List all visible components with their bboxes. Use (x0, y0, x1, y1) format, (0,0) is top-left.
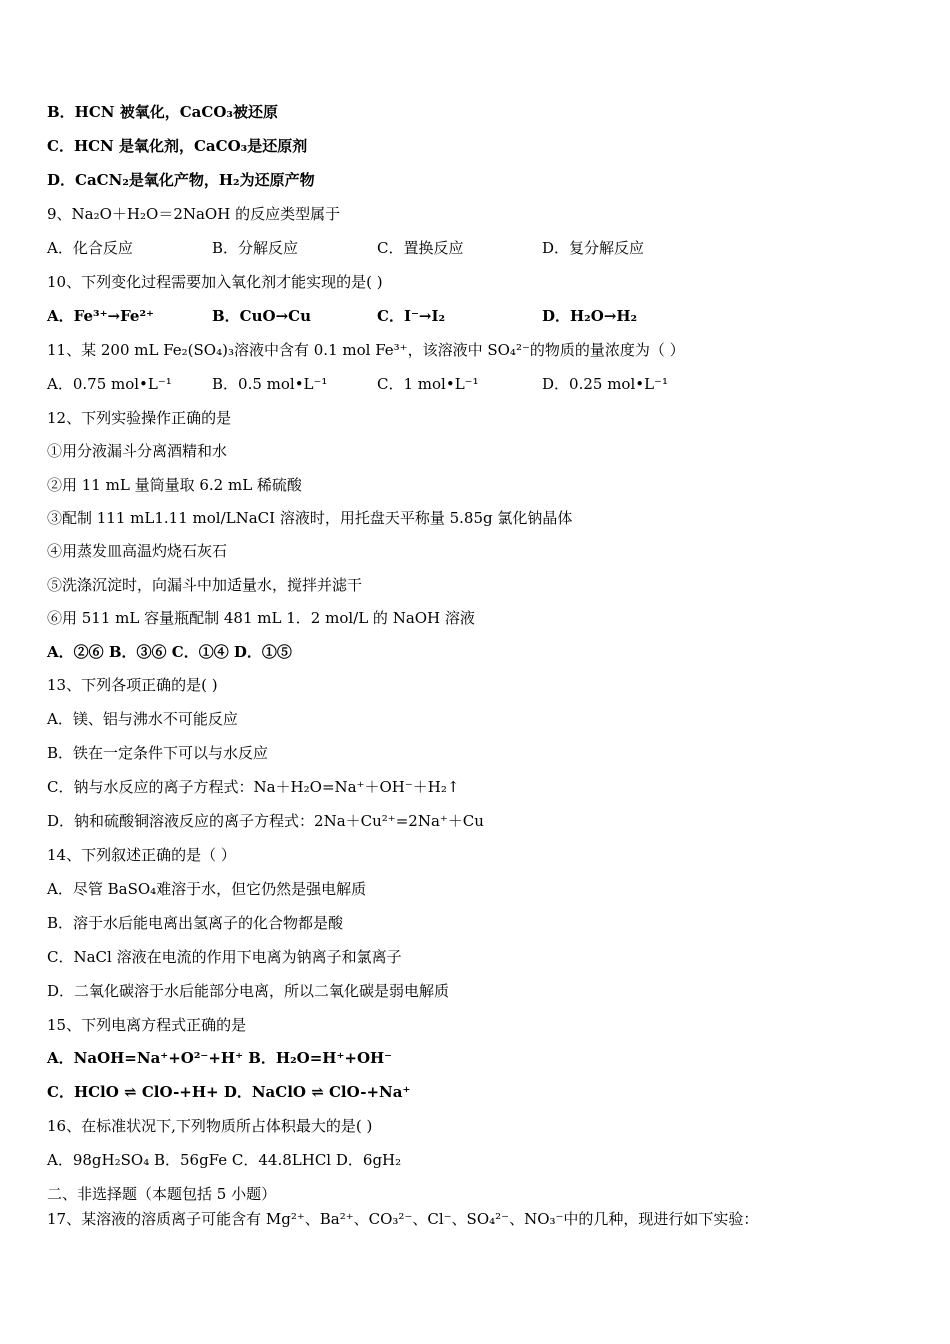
q12-options: A．②⑥ B．③⑥ C．①④ D．①⑤ (47, 643, 292, 661)
q8-option-c: C．HCN 是氧化剂，CaCO₃是还原剂 (47, 137, 308, 155)
q12-item-4: ④用蒸发皿高温灼烧石灰石 (47, 542, 228, 560)
q10-stem: 10、下列变化过程需要加入氧化剂才能实现的是( ) (47, 273, 383, 291)
q14-option-b: B．溶于水后能电离出氢离子的化合物都是酸 (47, 914, 344, 932)
q11-option-a: A．0.75 mol•L⁻¹ (47, 375, 172, 393)
q14-option-d: D．二氧化碳溶于水后能部分电离，所以二氧化碳是弱电解质 (47, 982, 450, 1000)
q16-options: A．98gH₂SO₄ B．56gFe C．44.8LHCl D．6gH₂ (47, 1151, 402, 1169)
q13-option-a: A．镁、铝与沸水不可能反应 (47, 710, 238, 728)
q12-item-5: ⑤洗涤沉淀时，向漏斗中加适量水，搅拌并滤干 (47, 576, 363, 594)
q11-stem: 11、某 200 mL Fe₂(SO₄)₃溶液中含有 0.1 mol Fe³⁺，该溶液中 SO₄²⁻的物质的量浓度为（ ） (47, 341, 685, 359)
q14-stem: 14、下列叙述正确的是（ ） (47, 846, 236, 864)
q12-stem: 12、下列实验操作正确的是 (47, 409, 232, 427)
q11-option-b: B．0.5 mol•L⁻¹ (212, 375, 328, 393)
q13-stem: 13、下列各项正确的是( ) (47, 676, 218, 694)
q8-option-d: D．CaCN₂是氧化产物，H₂为还原产物 (47, 171, 315, 189)
q12-item-6: ⑥用 511 mL 容量瓶配制 481 mL 1．2 mol/L 的 NaOH 溶液 (47, 609, 475, 627)
q10-option-a: A．Fe³⁺→Fe²⁺ (47, 307, 154, 325)
section-2-heading: 二、非选择题（本题包括 5 小题） (47, 1185, 277, 1203)
q12-item-1: ①用分液漏斗分离酒精和水 (47, 442, 228, 460)
q10-option-c: C．I⁻→I₂ (377, 307, 446, 325)
q16-stem: 16、在标准状况下,下列物质所占体积最大的是( ) (47, 1117, 373, 1135)
q12-item-2: ②用 11 mL 量筒量取 6.2 mL 稀硫酸 (47, 476, 302, 494)
q9-option-a: A．化合反应 (47, 239, 133, 257)
q10-option-b: B．CuO→Cu (212, 307, 312, 325)
q15-options-cd: C．HClO ⇌ ClO-+H+ D．NaClO ⇌ ClO-+Na⁺ (47, 1083, 411, 1101)
q11-option-d: D．0.25 mol•L⁻¹ (542, 375, 668, 393)
q9-option-d: D．复分解反应 (542, 239, 645, 257)
q11-option-c: C．1 mol•L⁻¹ (377, 375, 479, 393)
q10-option-d: D．H₂O→H₂ (542, 307, 638, 325)
q14-option-a: A．尽管 BaSO₄难溶于水，但它仍然是强电解质 (47, 880, 367, 898)
q15-options-ab: A．NaOH=Na⁺+O²⁻+H⁺ B．H₂O=H⁺+OH⁻ (47, 1049, 393, 1067)
q13-option-d: D．钠和硫酸铜溶液反应的离子方程式：2Na＋Cu²⁺=2Na⁺＋Cu (47, 812, 484, 830)
q13-option-c: C．钠与水反应的离子方程式：Na＋H₂O=Na⁺＋OH⁻＋H₂↑ (47, 778, 460, 796)
q12-item-3: ③配制 111 mL1.11 mol/LNaCI 溶液时，用托盘天平称量 5.85g 氯化钠晶体 (47, 509, 573, 527)
q9-stem: 9、Na₂O＋H₂O＝2NaOH 的反应类型属于 (47, 205, 341, 223)
q17-stem: 17、某溶液的溶质离子可能含有 Mg²⁺、Ba²⁺、CO₃²⁻、Cl⁻、SO₄²⁻、NO₃⁻中的几种，现进行如下实验： (47, 1210, 759, 1228)
q15-stem: 15、下列电离方程式正确的是 (47, 1016, 247, 1034)
q14-option-c: C．NaCl 溶液在电流的作用下电离为钠离子和氯离子 (47, 948, 402, 966)
q8-option-b: B．HCN 被氧化，CaCO₃被还原 (47, 103, 278, 121)
q9-option-b: B．分解反应 (212, 239, 299, 257)
q9-option-c: C．置换反应 (377, 239, 464, 257)
q13-option-b: B．铁在一定条件下可以与水反应 (47, 744, 269, 762)
